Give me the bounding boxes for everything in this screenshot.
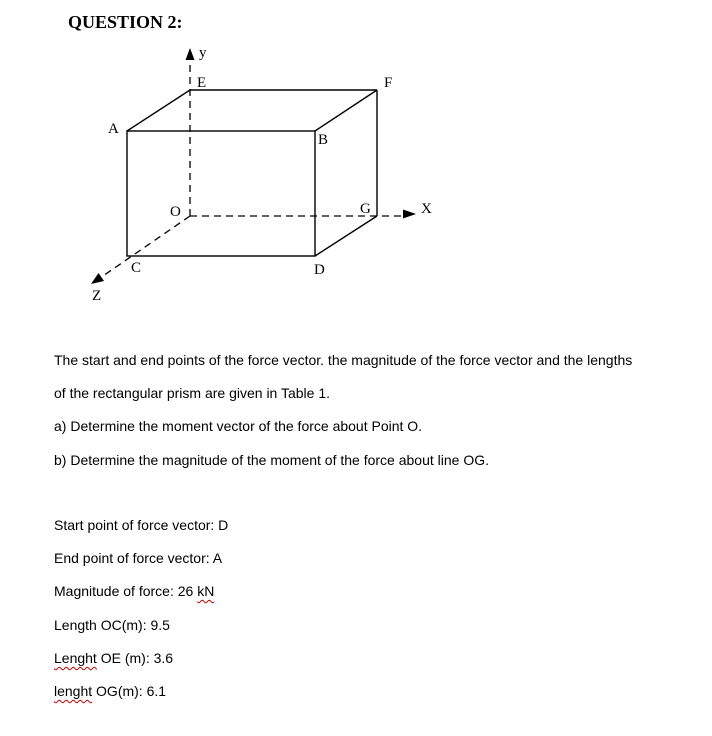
label-F: F bbox=[384, 75, 393, 91]
problem-line-2: of the rectangular prism are given in Table 1. bbox=[54, 385, 331, 401]
label-C: C bbox=[131, 260, 142, 276]
x-axis-arrow bbox=[403, 210, 416, 219]
start-point-line: Start point of force vector: D bbox=[54, 517, 229, 533]
rectangular-prism-diagram bbox=[0, 0, 712, 320]
label-Z: Z bbox=[92, 288, 102, 304]
z-axis-arrow bbox=[91, 273, 104, 284]
question-part-a: a) Determine the moment vector of the force about Point O. bbox=[54, 418, 423, 434]
length-og-value: OG(m): 6.1 bbox=[92, 683, 167, 699]
length-og-line bbox=[54, 683, 166, 699]
label-A: A bbox=[108, 121, 119, 137]
magnitude-line bbox=[54, 583, 214, 599]
y-axis-arrow bbox=[186, 48, 195, 60]
length-og-word: lenght bbox=[54, 683, 93, 699]
label-D: D bbox=[314, 262, 325, 278]
length-oc-line: Length OC(m): 9.5 bbox=[54, 617, 170, 633]
edge-DG bbox=[315, 216, 377, 256]
prism-edges bbox=[127, 90, 377, 256]
front-face bbox=[127, 131, 315, 256]
label-G: G bbox=[360, 201, 371, 217]
length-oe-value: OE (m): 3.6 bbox=[96, 650, 174, 666]
length-oe-word: Lenght bbox=[54, 650, 97, 666]
length-oe-line bbox=[54, 650, 173, 666]
question-heading: QUESTION 2: bbox=[68, 12, 183, 32]
z-axis bbox=[100, 216, 190, 278]
problem-line-1: The start and end points of the force vector. the magnitude of the force vector and the lengths bbox=[54, 352, 633, 368]
label-y: y bbox=[199, 45, 207, 61]
edge-BF bbox=[315, 90, 377, 131]
label-O: O bbox=[170, 204, 181, 220]
edge-AE bbox=[127, 90, 190, 131]
magnitude-unit: kN bbox=[197, 583, 215, 599]
label-E: E bbox=[197, 75, 207, 91]
end-point-line: End point of force vector: A bbox=[54, 550, 223, 566]
label-B: B bbox=[318, 132, 329, 148]
magnitude-text: Magnitude of force: 26 bbox=[54, 583, 198, 599]
question-part-b: b) Determine the magnitude of the moment of the force about line OG. bbox=[54, 452, 490, 468]
label-X: X bbox=[421, 201, 432, 217]
